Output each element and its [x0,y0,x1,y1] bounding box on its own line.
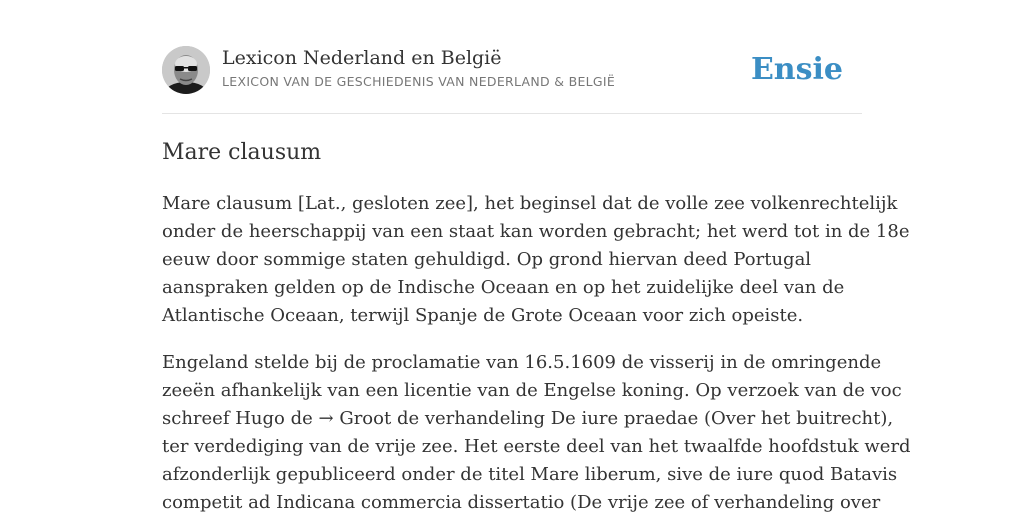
text-line: afzonderlijk gepubliceerd onder de titel Mare liberum, sive de iure quod Batavis [162,464,898,485]
author-avatar[interactable] [162,46,210,94]
text-line: Mare clausum [Lat., gesloten zee], het beginsel dat de volle zee volkenrechtelijk [162,193,898,214]
text-fragment: de verhandeling De iure praedae (Over het buitrecht), [396,408,894,429]
text-line: Engeland stelde bij de proclamatie van 16.5.1609 de visserij in de omringende [162,352,882,373]
source-title[interactable]: Lexicon Nederland en België [222,47,502,69]
text-line-with-link [162,405,894,433]
source-header [162,46,862,114]
person-photo-icon [162,46,210,94]
text-line: aanspraken gelden op de Indische Oceaan en op het zuidelijke deel van de [162,277,845,298]
paragraph-2 [162,349,911,512]
text-line: ter verdediging van de vrije zee. Het eerste deel van het twaalfde hoofdstuk werd [162,436,911,457]
text-line: Atlantische Oceaan, terwijl Spanje de Grote Oceaan voor zich opeiste. [162,305,804,326]
paragraph-1 [162,190,910,330]
source-subtitle: LEXICON VAN DE GESCHIEDENIS VAN NEDERLAND & BELGIË [222,74,616,89]
reference-link-groot[interactable]: Groot [339,408,392,429]
article-body [162,190,911,512]
reference-arrow-icon: → [318,408,334,429]
ensie-logo[interactable]: Ensie [750,52,843,87]
text-fragment: schreef Hugo de [162,408,313,429]
text-line: eeuw door sommige staten gehuldigd. Op grond hiervan deed Portugal [162,249,812,270]
article-title: Mare clausum [162,140,322,165]
text-line: zeeën afhankelijk van een licentie van de Engelse koning. Op verzoek van de voc [162,380,902,401]
text-line: onder de heerschappij van een staat kan worden gebracht; het werd tot in de 18e [162,221,910,242]
text-line: competit ad Indicana commercia dissertatio (De vrije zee of verhandeling over [162,492,881,512]
